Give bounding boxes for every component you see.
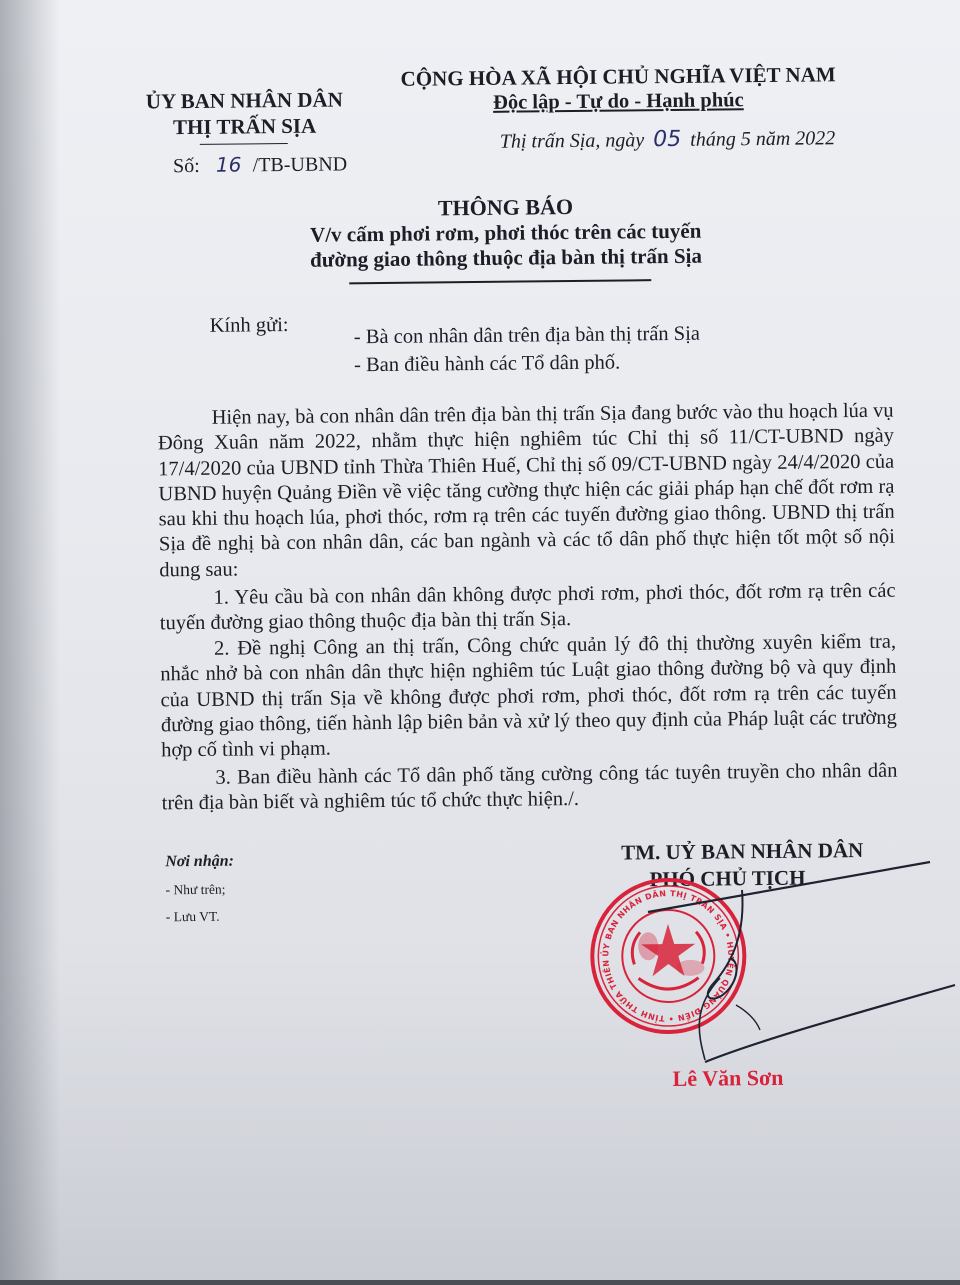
signature-authority: TM. UỶ BAN NHÂN DÂN <box>621 837 864 865</box>
national-motto <box>394 88 842 116</box>
title-underline <box>349 279 651 284</box>
addressee-label: Kính gửi: <box>209 313 289 337</box>
agency-name: ỦY BAN NHÂN DÂN <box>145 87 343 114</box>
notice-subject-line1: V/v cấm phơi rơm, phơi thóc trên các tuyến <box>309 218 702 247</box>
signer-name: Lê Văn Sơn <box>672 1064 784 1092</box>
date-suffix: tháng 5 năm 2022 <box>690 127 836 151</box>
notice-subject-line2: đường giao thông thuộc địa bàn thị trấn Sịa <box>309 243 703 272</box>
national-motto-text: Độc lập - Tự do - Hạnh phúc <box>492 89 744 114</box>
notice-title: THÔNG BÁO <box>437 194 574 221</box>
date-prefix: Thị trấn Sịa, ngày <box>499 129 645 153</box>
agency-underline <box>200 143 288 145</box>
body-item-3: 3. Ban điều hành các Tổ dân phố tăng cường công tác tuyên truyền cho nhân dân trên địa bàn biết và nghiêm túc tổ chức thực hiện./. <box>161 759 898 815</box>
place-date <box>500 125 836 154</box>
recipients-label: Nơi nhận: <box>165 852 235 871</box>
recipient-item: - Lưu VT. <box>165 908 220 925</box>
number-prefix: Số: <box>172 154 200 178</box>
addressee-item: - Ban điều hành các Tổ dân phố. <box>354 351 621 377</box>
agency-unit: THỊ TRẤN SỊA <box>172 113 317 140</box>
official-seal <box>587 875 749 1037</box>
seal-graphic <box>587 875 749 1037</box>
number-suffix: /TB-UBND <box>252 153 348 177</box>
date-day-handwritten: 05 <box>653 126 682 153</box>
body-item-1: 1. Yêu cầu bà con nhân dân không được phơi rơm, phơi thóc, đốt rơm rạ trên các tuyến đường giao thông thuộc địa bàn thị trấn Sịa. <box>159 579 896 635</box>
addressee-item: - Bà con nhân dân trên địa bàn thị trấn Sịa <box>353 322 701 349</box>
body-intro-paragraph: Hiện nay, bà con nhân dân trên địa bàn thị trấn Sịa đang bước vào thu hoạch lúa vụ Đông Xuân năm 2022, nhằm thực hiện nghiêm túc Chỉ thị số 11/CT-UBND ngày 17/4/2020 của UBND tỉnh Thừa Thiên Huế, Chỉ thị số 09/CT-UBND ngày 24/4/2020 của UBND huyện Quảng Điền về việc tăng cường thực hiện các giải pháp hạn chế đốt rơm rạ sau khi thu hoạch lúa, phơi thóc, rơm rạ trên các tuyến đường giao thông. UBND thị trấn Sịa đề nghị bà con nhân dân, các ban ngành và các tổ dân phố thực hiện tốt một số nội dung sau: <box>157 399 896 582</box>
body-item-2: 2. Đề nghị Công an thị trấn, Công chức quản lý đô thị thường xuyên kiểm tra, nhắc nhở bà con nhân dân thực hiện nghiêm túc Luật giao thông đường bộ và quy định của UBND thị trấn Sịa về không được phơi rơm, phơi thóc, đốt rơm rạ trên các tuyến đường giao thông, tiến hành lập biên bản và xử lý theo quy định của Pháp luật các trường hợp cố tình vi phạm. <box>160 630 897 762</box>
seal-ring-text: ỦY BAN NHÂN DÂN THỊ TRẤN SỊA • HUYỆN QUẢNG ĐIỀN • TỈNH THỪA THIÊN <box>601 888 736 1024</box>
recipient-item: - Như trên; <box>165 881 226 898</box>
signature-position: PHÓ CHỦ TỊCH <box>649 865 806 892</box>
number-handwritten: 16 <box>215 152 242 177</box>
national-title: CỘNG HÒA XÃ HỘI CHỦ NGHĨA VIỆT NAM <box>400 62 836 91</box>
document-number <box>173 151 347 178</box>
